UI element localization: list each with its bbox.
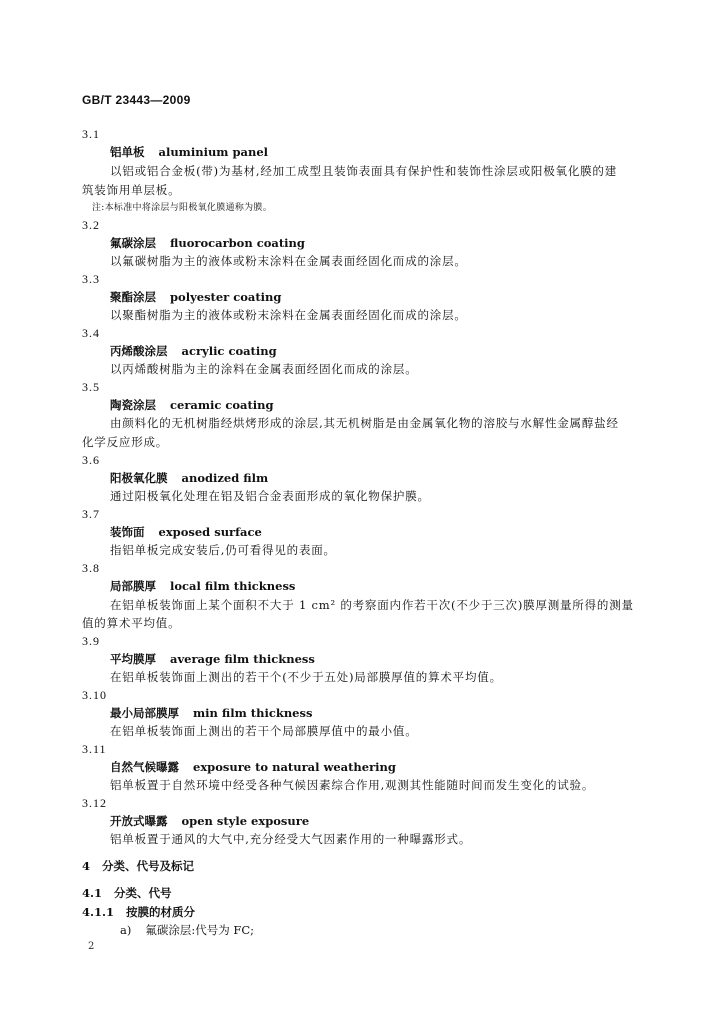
term-en: aluminium panel [158, 145, 269, 159]
section-title: 按膜的材质分 [126, 905, 196, 919]
clause-number: 3.7 [82, 507, 100, 521]
term-cn: 陶瓷涂层 [110, 398, 156, 412]
term-en: average film thickness [170, 652, 315, 666]
term-en: local film thickness [170, 579, 296, 593]
term-cn: 阳极氧化膜 [110, 471, 168, 485]
section-number: 4.1 [82, 886, 103, 900]
definition-line: 值的算术平均值。 [82, 616, 181, 630]
definition-line: 以聚酯树脂为主的液体或粉末涂料在金属表面经固化而成的涂层。 [110, 308, 467, 322]
clause-number: 3.6 [82, 453, 100, 467]
list-item-text: 氟碳涂层:代号为 FC; [145, 923, 255, 937]
definition-line: 在铝单板装饰面上测出的若干个局部膜厚值中的最小值。 [110, 724, 418, 738]
definition-line: 在铝单板装饰面上测出的若干个(不少于五处)局部膜厚值的算术平均值。 [110, 670, 502, 684]
term-cn: 开放式曝露 [110, 814, 168, 828]
term-en: polyester coating [170, 290, 282, 304]
standard-code-header: GB/T 23443—2009 [82, 93, 191, 107]
term-cn: 局部膜厚 [110, 579, 156, 593]
definition-line: 以氟碳树脂为主的液体或粉末涂料在金属表面经固化而成的涂层。 [110, 254, 467, 268]
term-heading [110, 814, 309, 828]
term-cn: 装饰面 [110, 525, 145, 539]
term-cn: 平均膜厚 [110, 652, 156, 666]
list-item [120, 923, 254, 937]
definition-line: 在铝单板装饰面上某个面积不大于 1 cm² 的考察面内作若干次(不少于三次)膜厚测量所得的测量 [110, 598, 634, 612]
definition-line: 铝单板置于通风的大气中,充分经受大气因素作用的一种曝露形式。 [110, 832, 472, 846]
definition-line: 铝单板置于自然环境中经受各种气候因素综合作用,观测其性能随时间而发生变化的试验。 [110, 778, 595, 792]
term-heading [110, 236, 305, 250]
section-number: 4.1.1 [82, 905, 115, 919]
list-item-label: a) [120, 923, 132, 937]
term-en: fluorocarbon coating [170, 236, 305, 250]
clause-number: 3.5 [82, 380, 100, 394]
term-heading [110, 471, 268, 485]
term-cn: 聚酯涂层 [110, 290, 156, 304]
section-heading [82, 905, 195, 919]
term-en: ceramic coating [170, 398, 274, 412]
clause-number: 3.3 [82, 272, 100, 286]
term-en: open style exposure [181, 814, 310, 828]
term-heading [110, 579, 295, 593]
term-en: acrylic coating [181, 344, 277, 358]
term-en: anodized film [181, 471, 269, 485]
clause-number: 3.2 [82, 218, 100, 232]
clause-number: 3.8 [82, 561, 100, 575]
clause-number: 3.11 [82, 742, 107, 756]
term-heading [110, 652, 315, 666]
definition-line: 以铝或铝合金板(带)为基材,经加工成型且装饰表面具有保护性和装饰性涂层或阳极氧化膜的建 [110, 164, 618, 178]
term-heading [110, 145, 268, 159]
section-number: 4 [82, 859, 91, 873]
clause-number: 3.12 [82, 796, 107, 810]
definition-line: 通过阳极氧化处理在铝及铝合金表面形成的氧化物保护膜。 [110, 489, 430, 503]
section-heading [82, 859, 194, 873]
definition-line: 筑装饰用单层板。 [82, 183, 181, 197]
term-cn: 自然气候曝露 [110, 760, 179, 774]
definition-line: 指铝单板完成安装后,仍可看得见的表面。 [110, 543, 336, 557]
term-heading [110, 706, 312, 720]
clause-number: 3.1 [82, 127, 100, 141]
term-en: min film thickness [193, 706, 313, 720]
term-heading [110, 398, 274, 412]
definition-line: 由颜料化的无机树脂经烘烤形成的涂层,其无机树脂是由金属氧化物的溶胶与水解性金属醇盐经 [110, 416, 619, 430]
section-heading [82, 886, 172, 900]
term-heading [110, 525, 262, 539]
page-number: 2 [88, 941, 95, 952]
definition-line: 化学反应形成。 [82, 435, 169, 449]
clause-number: 3.10 [82, 688, 107, 702]
term-cn: 氟碳涂层 [110, 236, 156, 250]
clause-number: 3.4 [82, 326, 100, 340]
section-title: 分类、代号及标记 [102, 859, 195, 873]
definition-line: 以丙烯酸树脂为主的涂料在金属表面经固化而成的涂层。 [110, 362, 418, 376]
term-cn: 丙烯酸涂层 [110, 344, 168, 358]
clause-number: 3.9 [82, 634, 100, 648]
term-en: exposure to natural weathering [193, 760, 396, 774]
term-heading [110, 344, 277, 358]
term-heading [110, 760, 396, 774]
section-title: 分类、代号 [114, 886, 172, 900]
term-cn: 铝单板 [110, 145, 145, 159]
term-en: exposed surface [158, 525, 262, 539]
term-heading [110, 290, 281, 304]
term-cn: 最小局部膜厚 [110, 706, 179, 720]
note: 注:本标准中将涂层与阳极氧化膜通称为膜。 [92, 203, 273, 213]
